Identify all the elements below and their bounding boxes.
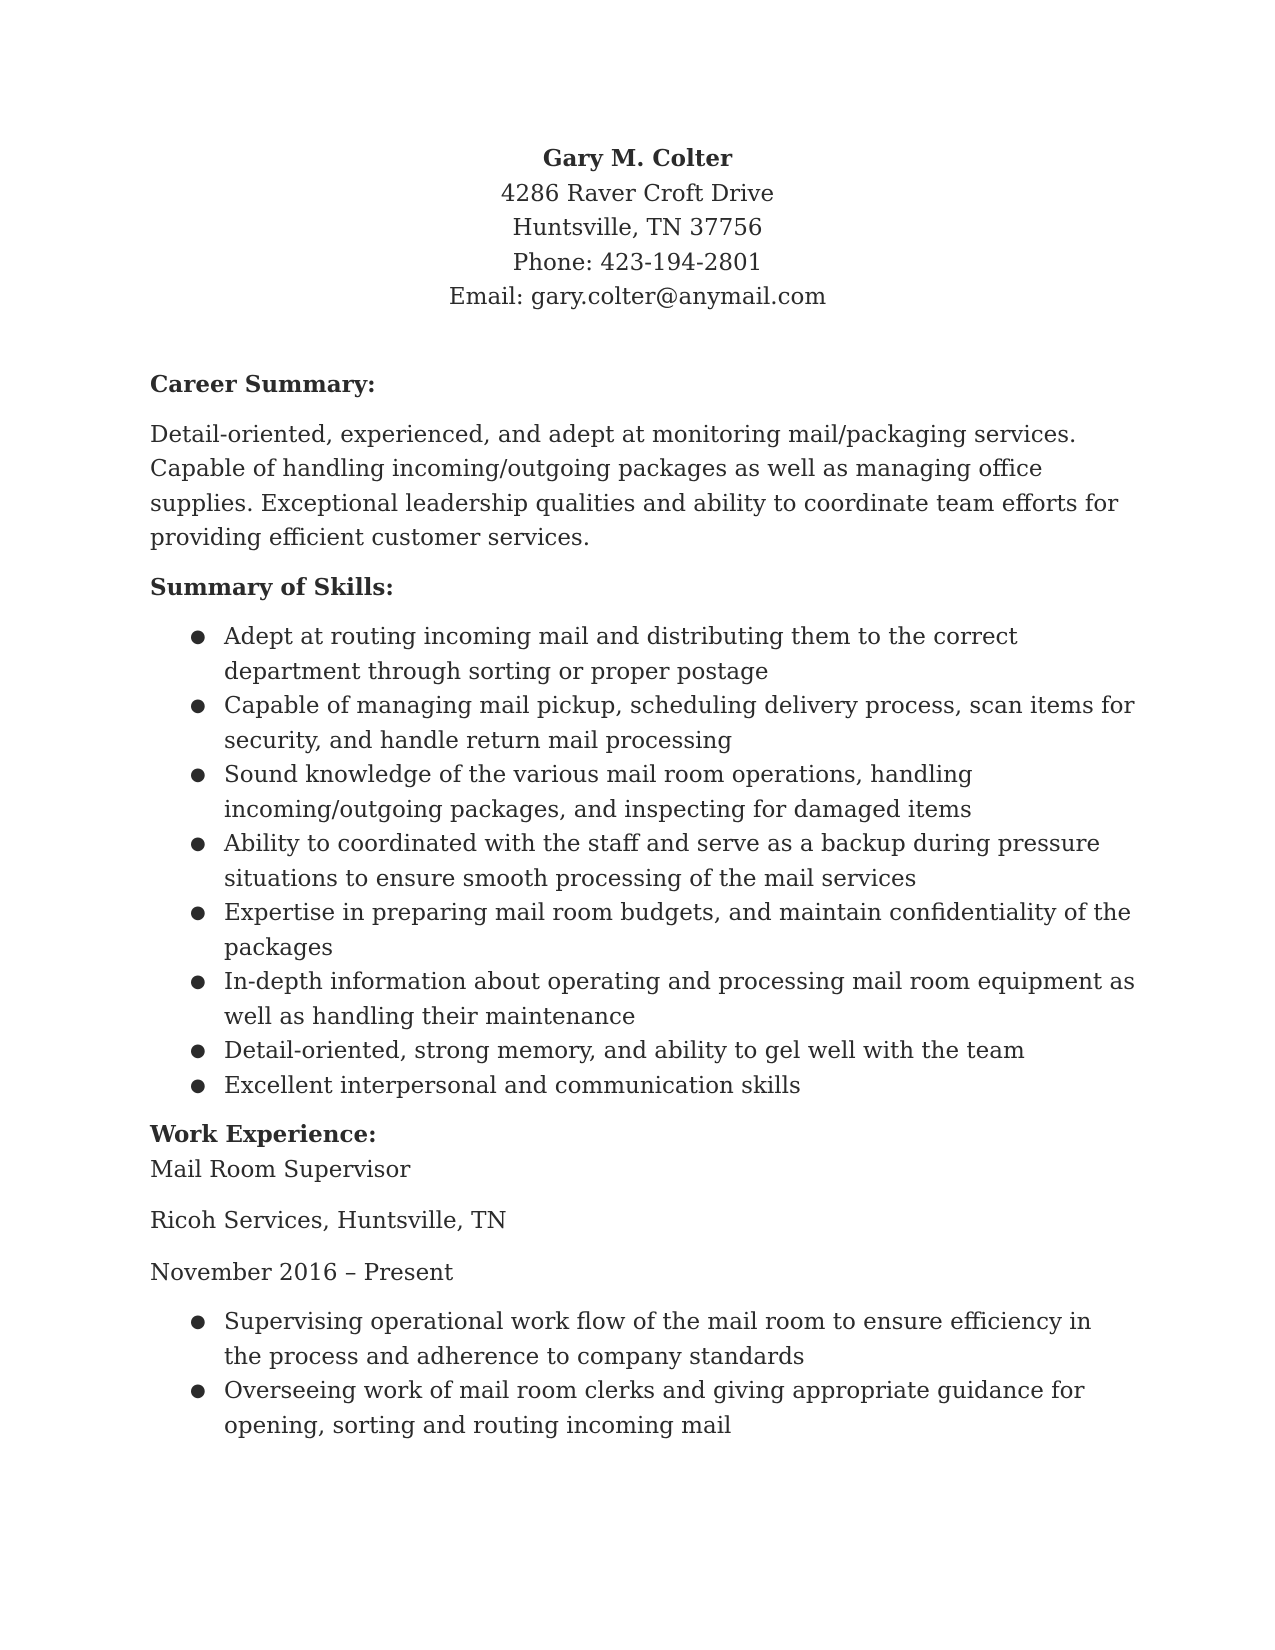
skill-text: Adept at routing incoming mail and distributing them to the correct department through sorting or proper postage xyxy=(224,624,1018,685)
bullet-icon: ● xyxy=(190,902,206,923)
job-title: Mail Room Supervisor xyxy=(150,1156,411,1183)
employment-dates: November 2016 – Present xyxy=(150,1259,454,1286)
skill-text: Excellent interpersonal and communication skills xyxy=(224,1072,801,1099)
skill-text: Detail-oriented, strong memory, and ability to gel well with the team xyxy=(224,1038,1025,1064)
duty-text: Supervising operational work flow of the mail room to ensure efficiency in the process and adherence to company standards xyxy=(224,1309,1092,1370)
bullet-icon: ● xyxy=(190,626,206,647)
list-item xyxy=(150,1034,1135,1069)
company-line: Ricoh Services, Huntsville, TN xyxy=(150,1208,507,1234)
bullet-icon: ● xyxy=(190,1311,206,1332)
resume-body xyxy=(150,368,1135,1443)
career-summary-text: Detail-oriented, experienced, and adept at monitoring mail/packaging services. Capable of handling incoming/outgoing packages as well as managing office supplies. Exceptional leadership qualities and ability to coordinate team efforts for providing efficient customer services. xyxy=(150,421,1119,551)
phone-line: Phone: 423-194-2801 xyxy=(512,249,763,276)
list-item xyxy=(150,965,1135,1034)
applicant-name: Gary M. Colter xyxy=(542,145,733,172)
contact-header xyxy=(0,142,1275,315)
address-line-2: Huntsville, TN 37756 xyxy=(512,215,763,241)
skill-text: Sound knowledge of the various mail room operations, handling incoming/outgoing packages, and inspecting for damaged items xyxy=(224,762,973,823)
list-item xyxy=(150,827,1135,896)
address-line-1: 4286 Raver Croft Drive xyxy=(500,180,775,207)
experience-list xyxy=(150,1305,1135,1443)
skills-list xyxy=(150,620,1135,1103)
list-item xyxy=(150,896,1135,965)
bullet-icon: ● xyxy=(190,1040,206,1061)
list-item xyxy=(150,1069,1135,1104)
skill-text: Expertise in preparing mail room budgets, and maintain confidentiality of the packages xyxy=(224,900,1132,961)
bullet-icon: ● xyxy=(190,833,206,854)
email-line: Email: gary.colter@anymail.com xyxy=(448,284,827,310)
list-item xyxy=(150,689,1135,758)
duty-text: Overseeing work of mail room clerks and giving appropriate guidance for opening, sorting and routing incoming mail xyxy=(224,1378,1085,1439)
bullet-icon: ● xyxy=(190,695,206,716)
work-experience-heading: Work Experience: xyxy=(150,1121,377,1148)
skill-text: In-depth information about operating and processing mail room equipment as well as handling their maintenance xyxy=(224,969,1136,1030)
list-item xyxy=(150,1374,1135,1443)
bullet-icon: ● xyxy=(190,1074,206,1096)
skill-text: Ability to coordinated with the staff and serve as a backup during pressure situations to ensure smooth processing of the mail services xyxy=(224,831,1101,892)
list-item xyxy=(150,758,1135,827)
list-item xyxy=(150,1305,1135,1374)
list-item xyxy=(150,620,1135,689)
bullet-icon: ● xyxy=(190,764,206,785)
career-summary-heading: Career Summary: xyxy=(150,371,376,398)
bullet-icon: ● xyxy=(190,971,206,992)
bullet-icon: ● xyxy=(190,1380,206,1401)
skill-text: Capable of managing mail pickup, scheduling delivery process, scan items for security, and handle return mail processing xyxy=(224,693,1135,754)
skills-heading: Summary of Skills: xyxy=(150,573,394,601)
